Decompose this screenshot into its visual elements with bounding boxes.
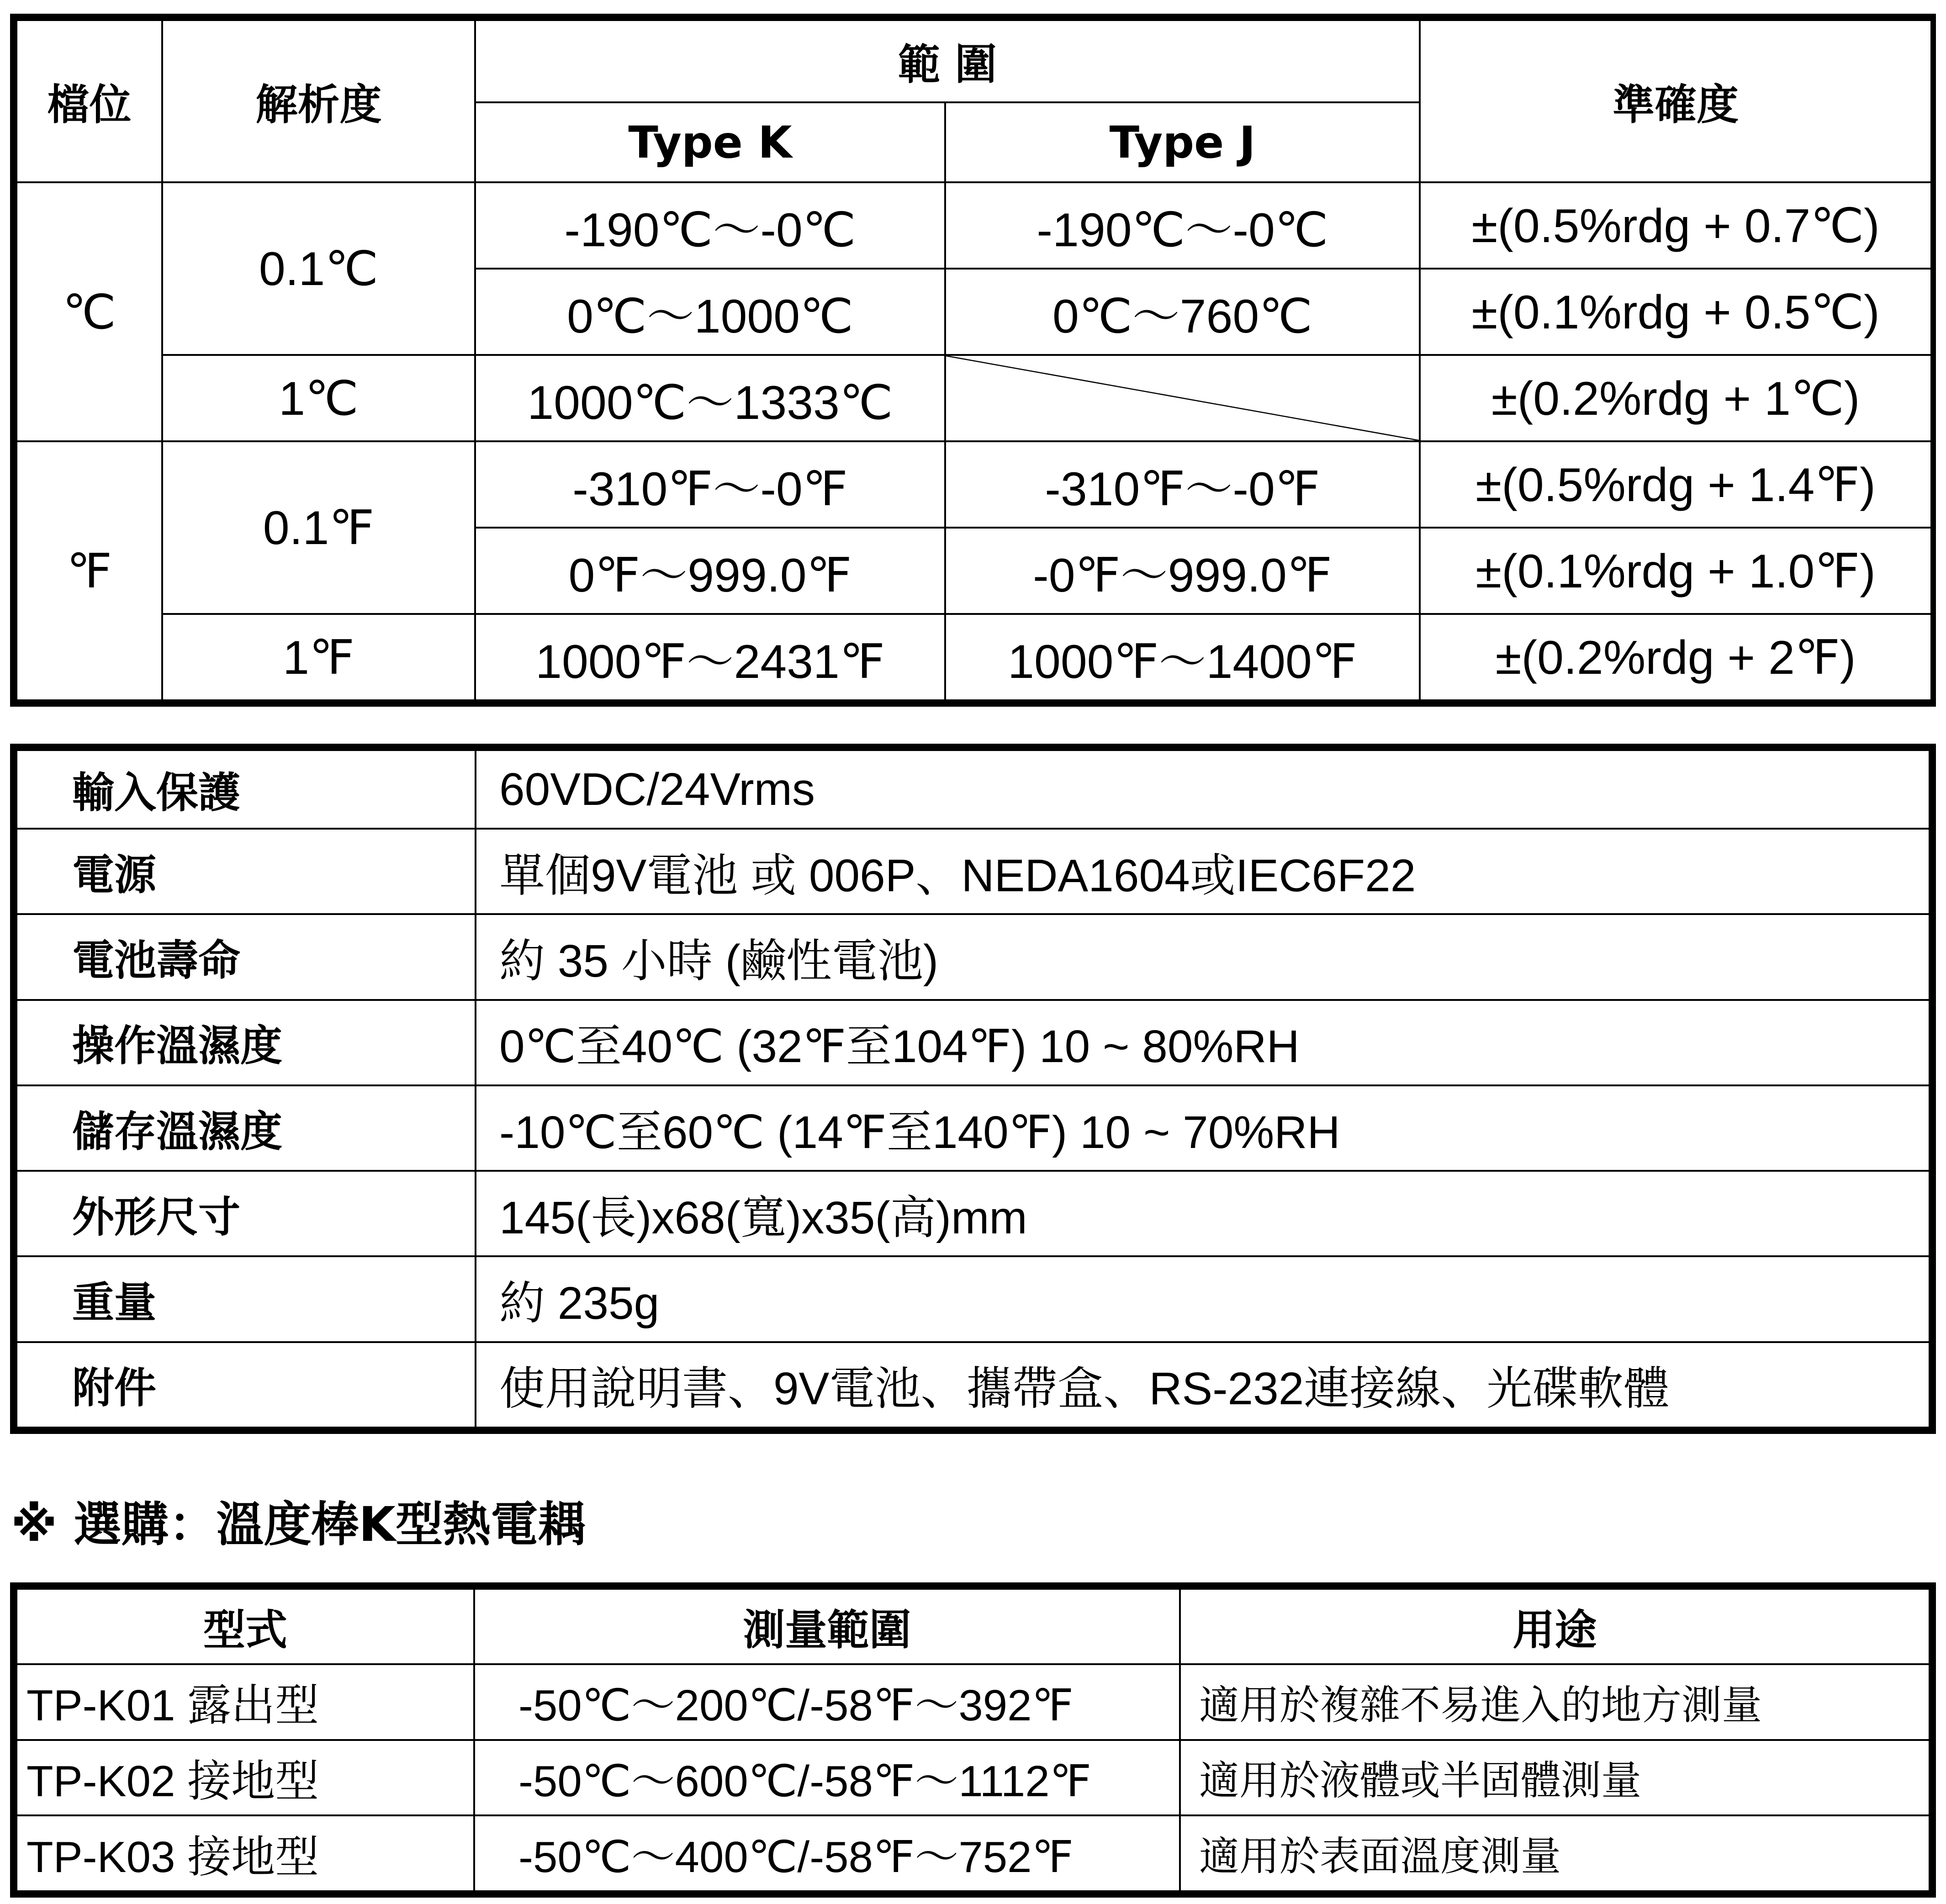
probe-usage: 適用於表面溫度測量 (1180, 1815, 1930, 1891)
range-accuracy-table (10, 14, 1936, 707)
probe-range: -50℃～600℃/-58℉～1112℉ (474, 1740, 1180, 1816)
table-row (16, 750, 1930, 829)
probe-range: -50℃～200℃/-58℉～392℉ (474, 1664, 1180, 1740)
unit-celsius: ℃ (16, 182, 162, 441)
spec-label: 操作溫濕度 (16, 1000, 476, 1085)
table-row (16, 829, 1930, 914)
table-row (16, 1171, 1930, 1256)
table-row (16, 1000, 1930, 1085)
range-type-k: -310℉～-0℉ (475, 441, 945, 528)
spec-value: 單個9V電池 或 006P、NEDA1604或IEC6F22 (476, 829, 1930, 914)
range-accuracy-grid (16, 19, 1932, 701)
header-type-k: Type K (475, 102, 945, 182)
spec-value: 60VDC/24Vrms (476, 750, 1930, 829)
spec-value: -10℃至60℃ (14℉至140℉) 10 ~ 70%RH (476, 1085, 1930, 1171)
header-range: 範 圍 (475, 20, 1420, 102)
spec-value: 約 235g (476, 1256, 1930, 1342)
spec-label: 重量 (16, 1256, 476, 1342)
spec-label: 儲存溫濕度 (16, 1085, 476, 1171)
range-type-j: 0℃～760℃ (945, 269, 1420, 355)
header-usage: 用途 (1180, 1589, 1930, 1664)
header-model: 型式 (16, 1589, 474, 1664)
spec-label: 電池壽命 (16, 914, 476, 1000)
spec-label: 輸入保護 (16, 750, 476, 829)
spec-label: 電源 (16, 829, 476, 914)
accuracy-value: ±(0.1%rdg + 0.5℃) (1420, 269, 1931, 355)
probe-usage: 適用於液體或半固體測量 (1180, 1740, 1930, 1816)
range-type-j: 1000℉～1400℉ (945, 614, 1420, 700)
range-type-k: 1000℉～2431℉ (475, 614, 945, 700)
accuracy-value: ±(0.2%rdg + 2℉) (1420, 614, 1931, 700)
resolution-celsius-fine: 0.1℃ (162, 182, 475, 355)
spec-label: 外形尺寸 (16, 1171, 476, 1256)
probe-model: TP-K01 露出型 (16, 1664, 474, 1740)
header-resolution: 解析度 (162, 20, 475, 182)
probe-range: -50℃～400℃/-58℉～752℉ (474, 1815, 1180, 1891)
accuracy-value: ±(0.5%rdg + 0.7℃) (1420, 182, 1931, 269)
diagonal-slash (946, 356, 1419, 440)
table-row (16, 1256, 1930, 1342)
probe-usage: 適用於複雜不易進入的地方測量 (1180, 1664, 1930, 1740)
spec-value: 約 35 小時 (鹼性電池) (476, 914, 1930, 1000)
header-position: 檔位 (16, 20, 162, 182)
spec-value: 0℃至40℃ (32℉至104℉) 10 ~ 80%RH (476, 1000, 1930, 1085)
spec-label: 附件 (16, 1342, 476, 1428)
table-row (16, 914, 1930, 1000)
header-accuracy: 準確度 (1420, 20, 1931, 182)
accuracy-value: ±(0.2%rdg + 1℃) (1420, 355, 1931, 441)
resolution-fahrenheit-fine: 0.1℉ (162, 441, 475, 614)
range-type-j: -0℉～999.0℉ (945, 528, 1420, 614)
accuracy-value: ±(0.1%rdg + 1.0℉) (1420, 528, 1931, 614)
range-type-k: 1000℃～1333℃ (475, 355, 945, 441)
table-row (16, 1085, 1930, 1171)
header-measure-range: 測量範圍 (474, 1589, 1180, 1664)
table-row (16, 1740, 1930, 1816)
range-type-j: -310℉～-0℉ (945, 441, 1420, 528)
optional-section-title: ※ 選購：溫度棒K型熱電耦 (11, 1497, 586, 1552)
probe-model: TP-K02 接地型 (16, 1740, 474, 1816)
range-type-k: 0℃～1000℃ (475, 269, 945, 355)
range-type-j: -190℃～-0℃ (945, 182, 1420, 269)
table-row (16, 1342, 1930, 1428)
spec-value: 145(長)x68(寬)x35(高)mm (476, 1171, 1930, 1256)
resolution-celsius-coarse: 1℃ (162, 355, 475, 441)
table-row (16, 1664, 1930, 1740)
accuracy-value: ±(0.5%rdg + 1.4℉) (1420, 441, 1931, 528)
not-applicable-cell (945, 355, 1420, 441)
table-row (16, 1815, 1930, 1891)
general-spec-grid (16, 749, 1930, 1428)
optional-probe-table (10, 1582, 1936, 1898)
unit-fahrenheit: ℉ (16, 441, 162, 700)
header-type-j: Type J (945, 102, 1420, 182)
range-type-k: 0℉～999.0℉ (475, 528, 945, 614)
resolution-fahrenheit-coarse: 1℉ (162, 614, 475, 700)
probe-model: TP-K03 接地型 (16, 1815, 474, 1891)
general-spec-table (10, 744, 1936, 1434)
optional-probe-grid (16, 1588, 1930, 1892)
range-type-k: -190℃～-0℃ (475, 182, 945, 269)
spec-value: 使用說明書、9V電池、攜帶盒、RS-232連接線、光碟軟體 (476, 1342, 1930, 1428)
